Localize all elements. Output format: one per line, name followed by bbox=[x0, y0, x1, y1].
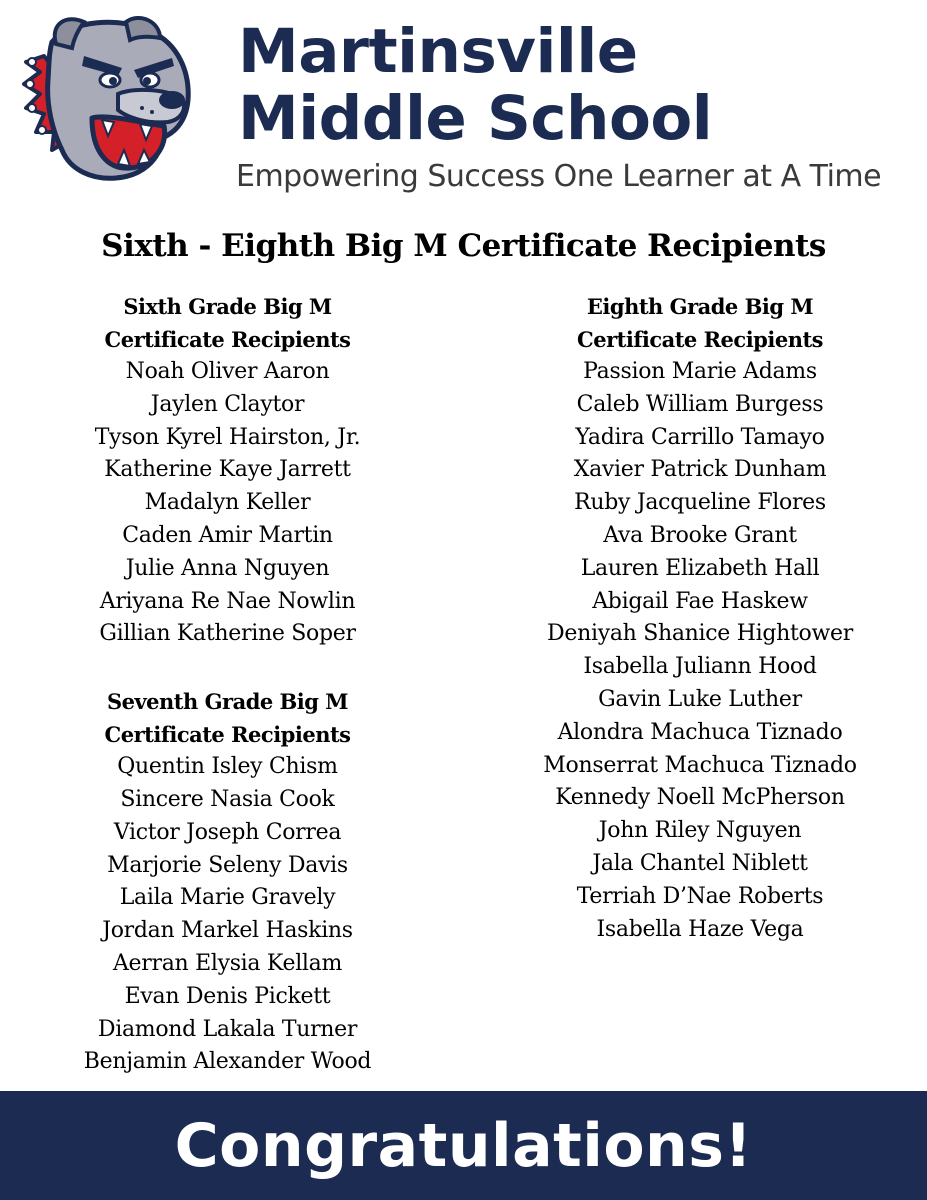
recipient-name: Gavin Luke Luther bbox=[598, 686, 802, 712]
recipient-name: Isabella Juliann Hood bbox=[583, 654, 817, 680]
sixth-grade-section bbox=[70, 290, 385, 651]
recipient-name: Benjamin Alexander Wood bbox=[83, 1049, 372, 1075]
school-name-line-2: Middle School bbox=[238, 83, 713, 154]
recipient-name: Evan Denis Pickett bbox=[124, 983, 331, 1009]
eighth-grade-section bbox=[530, 290, 870, 946]
sixth-grade-heading bbox=[70, 290, 385, 356]
section-spacer bbox=[70, 651, 385, 685]
seventh-grade-name-list bbox=[70, 751, 385, 1079]
sixth-grade-name-list bbox=[70, 356, 385, 651]
recipient-name: Ava Brooke Grant bbox=[603, 522, 797, 548]
recipient-name: John Riley Nguyen bbox=[598, 818, 802, 844]
congratulations-text: Congratulations! bbox=[174, 1110, 753, 1181]
right-column bbox=[530, 290, 870, 946]
recipient-name: Lauren Elizabeth Hall bbox=[580, 555, 820, 581]
recipient-name: Caleb William Burgess bbox=[576, 391, 824, 417]
sixth-grade-heading-line-1: Sixth Grade Big M bbox=[123, 294, 332, 319]
recipient-name: Sincere Nasia Cook bbox=[120, 786, 335, 812]
eighth-grade-heading bbox=[530, 290, 870, 356]
recipient-name: Ruby Jacqueline Flores bbox=[574, 490, 826, 516]
recipient-name: Julie Anna Nguyen bbox=[125, 555, 330, 581]
school-name-line-1: Martinsville bbox=[238, 16, 638, 87]
recipient-name: Aerran Elysia Kellam bbox=[112, 950, 343, 976]
recipient-name: Diamond Lakala Turner bbox=[97, 1016, 358, 1042]
recipient-name: Katherine Kaye Jarrett bbox=[104, 457, 351, 483]
school-name bbox=[238, 18, 712, 152]
left-column bbox=[70, 290, 385, 1079]
eighth-grade-heading-line-1: Eighth Grade Big M bbox=[586, 294, 814, 319]
recipient-name: Alondra Machuca Tiznado bbox=[557, 719, 843, 745]
recipient-name: Passion Marie Adams bbox=[583, 359, 817, 384]
sixth-grade-heading-line-2: Certificate Recipients bbox=[104, 327, 351, 352]
recipient-name: Marjorie Seleny Davis bbox=[107, 852, 348, 878]
bulldog-mascot-icon bbox=[22, 14, 192, 186]
school-tagline: Empowering Success One Learner at A Time bbox=[236, 159, 882, 194]
recipient-name: Abigail Fae Haskew bbox=[592, 588, 808, 614]
eighth-grade-name-list bbox=[530, 356, 870, 946]
recipient-name: Ariyana Re Nae Nowlin bbox=[99, 588, 356, 614]
recipient-name: Terriah D’Nae Roberts bbox=[576, 883, 824, 909]
recipient-name: Isabella Haze Vega bbox=[596, 916, 804, 942]
seventh-grade-section bbox=[70, 685, 385, 1079]
recipient-name: Madalyn Keller bbox=[144, 490, 311, 516]
recipient-name: Jala Chantel Niblett bbox=[592, 850, 808, 876]
seventh-grade-heading-line-2: Certificate Recipients bbox=[104, 722, 351, 748]
recipient-name: Yadira Carrillo Tamayo bbox=[575, 424, 825, 450]
recipient-name: Caden Amir Martin bbox=[122, 522, 333, 548]
seventh-grade-heading bbox=[70, 685, 385, 751]
seventh-grade-heading-line-1: Seventh Grade Big M bbox=[106, 689, 349, 715]
recipient-name: Noah Oliver Aaron bbox=[125, 359, 330, 384]
recipient-name: Kennedy Noell McPherson bbox=[555, 785, 845, 811]
recipient-name: Gillian Katherine Soper bbox=[99, 621, 356, 647]
recipient-name: Jaylen Claytor bbox=[150, 391, 305, 417]
recipient-name: Tyson Kyrel Hairston, Jr. bbox=[94, 424, 361, 450]
recipient-name: Jordan Markel Haskins bbox=[102, 918, 353, 944]
recipient-name: Quentin Isley Chism bbox=[117, 754, 338, 780]
page-title: Sixth - Eighth Big M Certificate Recipients bbox=[101, 228, 826, 264]
recipient-name: Laila Marie Gravely bbox=[119, 885, 336, 911]
congratulations-banner bbox=[0, 1091, 927, 1200]
recipient-name: Deniyah Shanice Hightower bbox=[547, 621, 853, 647]
recipient-name: Victor Joseph Correa bbox=[113, 819, 342, 845]
eighth-grade-heading-line-2: Certificate Recipients bbox=[577, 327, 823, 352]
recipient-name: Xavier Patrick Dunham bbox=[573, 457, 827, 483]
recipient-name: Monserrat Machuca Tiznado bbox=[543, 752, 857, 778]
